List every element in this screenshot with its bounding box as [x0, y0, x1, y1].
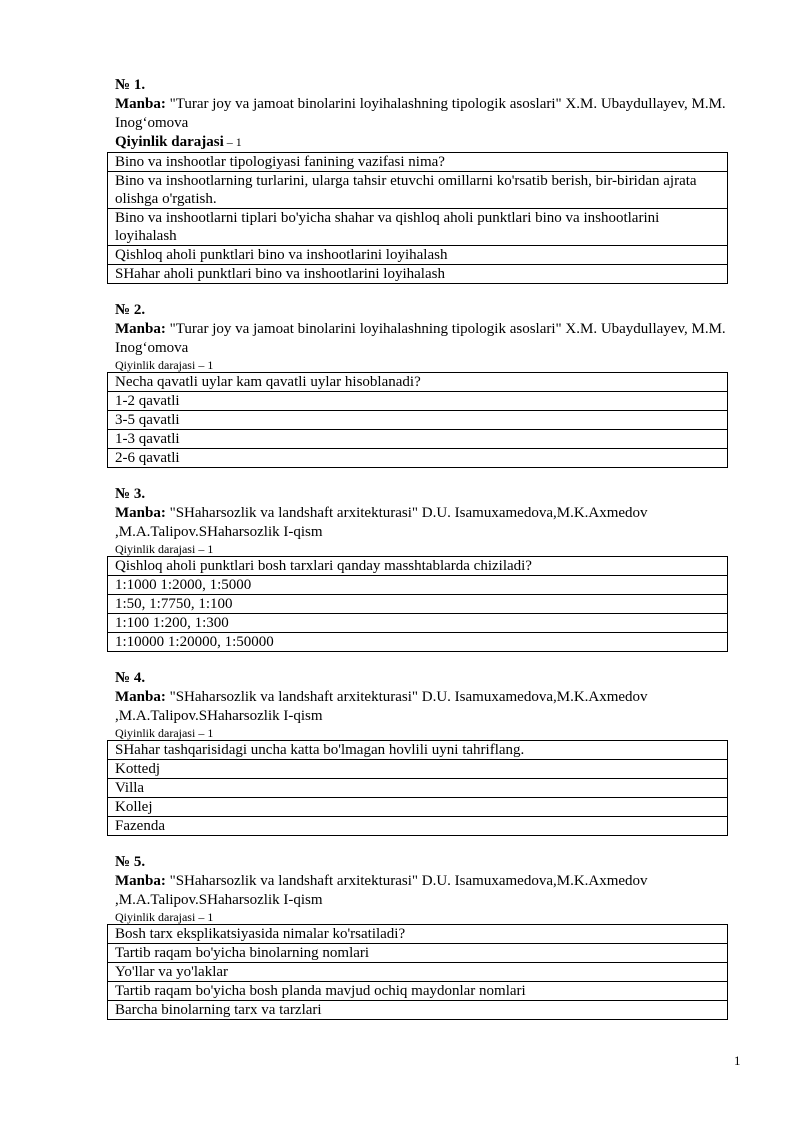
source-text: "Turar joy va jamoat binolarini loyihalashning tipologik asoslari" X.M. Ubaydullayev, M.M. Inog‘omova [115, 96, 726, 131]
answer-text: 1:10000 1:20000, 1:50000 [108, 633, 728, 652]
question-text: Qishloq aholi punktlari bosh tarxlari qanday masshtablarda chiziladi? [108, 557, 728, 576]
answer-text: Kottedj [108, 760, 728, 779]
difficulty-value: – 1 [195, 358, 214, 372]
answer-text: 1:1000 1:2000, 1:5000 [108, 576, 728, 595]
question-table [107, 924, 728, 1020]
answer-row [108, 779, 728, 798]
answer-text: 1:100 1:200, 1:300 [108, 614, 728, 633]
question-block [115, 485, 735, 652]
answer-row [108, 576, 728, 595]
answer-row [108, 760, 728, 779]
answer-row [108, 392, 728, 411]
question-text: Bino va inshootlar tipologiyasi fanining vazifasi nima? [108, 153, 728, 172]
question-source [115, 504, 735, 542]
answer-text: SHahar aholi punktlari bino va inshootlarini loyihalash [108, 265, 728, 284]
answer-row [108, 963, 728, 982]
question-block [115, 301, 735, 468]
source-label: Manba: [115, 96, 166, 112]
source-label: Manba: [115, 873, 166, 889]
answer-row [108, 172, 728, 209]
answer-row [108, 265, 728, 284]
answer-text: Bino va inshootlarning turlarini, ularga tahsir etuvchi omillarni ko'rsatib berish, bir-biridan ajrata olishga o'rgatish. [108, 172, 728, 209]
question-row [108, 557, 728, 576]
source-text: "Turar joy va jamoat binolarini loyihalashning tipologik asoslari" X.M. Ubaydullayev, M.M. Inog‘omova [115, 321, 726, 356]
question-row [108, 741, 728, 760]
answer-text: 2-6 qavatli [108, 449, 728, 468]
question-text: Bosh tarx eksplikatsiyasida nimalar ko'rsatiladi? [108, 925, 728, 944]
answer-text: Qishloq aholi punktlari bino va inshootlarini loyihalash [108, 246, 728, 265]
difficulty-value: – 1 [195, 542, 214, 556]
source-label: Manba: [115, 505, 166, 521]
question-row [108, 373, 728, 392]
difficulty-level [115, 726, 735, 740]
source-text: "SHaharsozlik va landshaft arxitekturasi" D.U. Isamuxamedova,M.K.Axmedov ,M.A.Talipov.SHaharsozlik I-qism [115, 689, 648, 724]
question-block [115, 853, 735, 1020]
answer-row [108, 430, 728, 449]
question-row [108, 153, 728, 172]
page-number: 1 [734, 1053, 741, 1068]
answer-text: Fazenda [108, 817, 728, 836]
document-page [115, 76, 735, 1037]
answer-text: Kollej [108, 798, 728, 817]
answer-text: Tartib raqam bo'yicha binolarning nomlari [108, 944, 728, 963]
difficulty-label: Qiyinlik darajasi [115, 726, 196, 740]
answer-row [108, 1001, 728, 1020]
question-number: № 1. [115, 77, 146, 93]
source-text: "SHaharsozlik va landshaft arxitekturasi" D.U. Isamuxamedova,M.K.Axmedov ,M.A.Talipov.SHaharsozlik I-qism [115, 505, 648, 540]
question-number: № 4. [115, 670, 146, 686]
question-table [107, 740, 728, 836]
answer-row [108, 982, 728, 1001]
question-number: № 2. [115, 302, 146, 318]
answer-text: Barcha binolarning tarx va tarzlari [108, 1001, 728, 1020]
answer-text: Tartib raqam bo'yicha bosh planda mavjud ochiq maydonlar nomlari [108, 982, 728, 1001]
answer-text: 1-2 qavatli [108, 392, 728, 411]
answer-text: 1-3 qavatli [108, 430, 728, 449]
difficulty-label: Qiyinlik darajasi [115, 358, 196, 372]
answer-row [108, 595, 728, 614]
question-text: SHahar tashqarisidagi uncha katta bo'lmagan hovlili uyni tahriflang. [108, 741, 728, 760]
difficulty-level [115, 542, 735, 556]
answer-text: 3-5 qavatli [108, 411, 728, 430]
difficulty-value: – 1 [195, 726, 214, 740]
answer-row [108, 411, 728, 430]
question-source [115, 320, 735, 358]
answer-row [108, 817, 728, 836]
answer-row [108, 449, 728, 468]
source-text: "SHaharsozlik va landshaft arxitekturasi" D.U. Isamuxamedova,M.K.Axmedov ,M.A.Talipov.SHaharsozlik I-qism [115, 873, 648, 908]
source-label: Manba: [115, 321, 166, 337]
question-text: Necha qavatli uylar kam qavatli uylar hisoblanadi? [108, 373, 728, 392]
difficulty-value: – 1 [195, 910, 214, 924]
question-block [115, 76, 735, 284]
answer-row [108, 944, 728, 963]
question-row [108, 925, 728, 944]
answer-row [108, 633, 728, 652]
answer-text: Villa [108, 779, 728, 798]
difficulty-level [115, 358, 735, 372]
question-source [115, 688, 735, 726]
answer-row [108, 614, 728, 633]
question-source [115, 872, 735, 910]
question-source [115, 95, 735, 133]
question-block [115, 669, 735, 836]
question-table [107, 152, 728, 284]
difficulty-value: – 1 [223, 135, 242, 149]
answer-row [108, 209, 728, 246]
answer-text: Yo'llar va yo'laklar [108, 963, 728, 982]
answer-text: 1:50, 1:7750, 1:100 [108, 595, 728, 614]
source-label: Manba: [115, 689, 166, 705]
question-number: № 5. [115, 854, 146, 870]
difficulty-label: Qiyinlik darajasi [115, 542, 196, 556]
difficulty-level [115, 133, 735, 152]
question-table [107, 372, 728, 468]
answer-row [108, 246, 728, 265]
answer-text: Bino va inshootlarni tiplari bo'yicha shahar va qishloq aholi punktlari bino va inshootlarini loyihalash [108, 209, 728, 246]
question-number: № 3. [115, 486, 146, 502]
difficulty-label: Qiyinlik darajasi [115, 910, 196, 924]
question-table [107, 556, 728, 652]
difficulty-label: Qiyinlik darajasi [115, 134, 224, 150]
difficulty-level [115, 910, 735, 924]
answer-row [108, 798, 728, 817]
